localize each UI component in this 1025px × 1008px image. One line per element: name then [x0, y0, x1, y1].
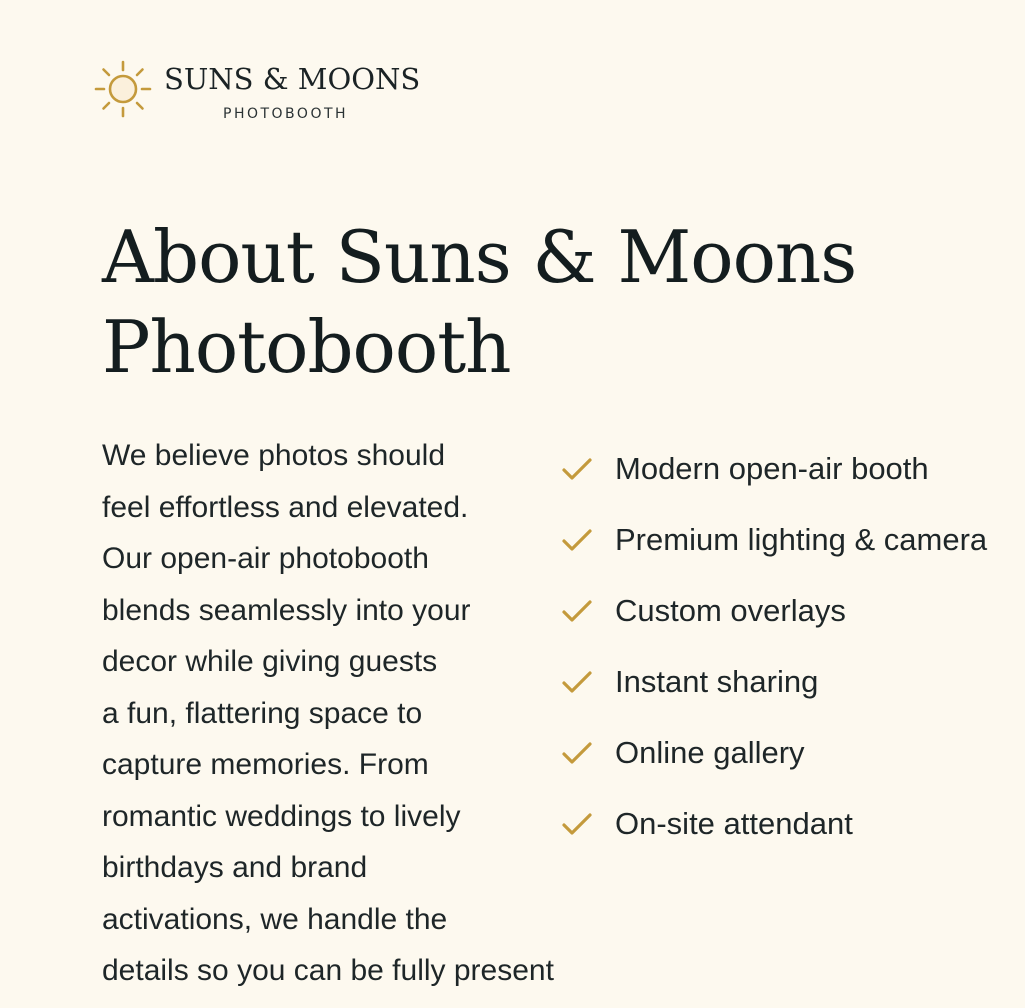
sun-icon: [92, 58, 154, 120]
about-line: capture memories. From: [102, 748, 429, 781]
about-line: decor while giving guests: [102, 645, 438, 678]
check-icon: [560, 659, 594, 705]
feature-label: Modern open-air booth: [615, 451, 929, 486]
about-line: feel effortless and elevated.: [102, 490, 469, 524]
about-line: romantic weddings to lively: [102, 799, 461, 833]
brand-tagline: PHOTOBOOTH: [223, 106, 349, 122]
check-icon: [560, 517, 594, 563]
feature-item-onsite-attendant: [560, 801, 1020, 872]
check-icon: [560, 730, 594, 776]
about-line: birthdays and brand: [102, 851, 368, 884]
feature-item-modern-booth: [560, 446, 1020, 517]
about-line: We believe photos should: [102, 439, 446, 472]
check-icon: [560, 588, 594, 634]
brand-logo[interactable]: [92, 56, 452, 126]
feature-label: On-site attendant: [615, 806, 853, 841]
feature-label: Custom overlays: [615, 593, 846, 628]
about-line: Our open-air photobooth: [102, 542, 429, 575]
about-line: activations, we handle the: [102, 902, 448, 936]
about-line: blends seamlessly into your: [102, 593, 471, 627]
feature-item-online-gallery: [560, 730, 1020, 801]
page-title: [102, 212, 856, 392]
feature-label: Instant sharing: [615, 664, 819, 699]
check-icon: [560, 801, 594, 847]
feature-item-lighting-camera: [560, 517, 1020, 588]
feature-item-instant-sharing: [560, 659, 1020, 730]
page-title-line-1: About Suns & Moons: [102, 215, 857, 299]
page-title-line-2: Photobooth: [102, 305, 511, 389]
about-line: a fun, flattering space to: [102, 696, 423, 730]
check-icon: [560, 446, 594, 492]
brand-name: SUNS & MOONS: [164, 62, 421, 96]
about-paragraph: [102, 430, 622, 997]
feature-item-custom-overlays: [560, 588, 1020, 659]
about-line: details so you can be fully present: [102, 954, 554, 987]
feature-label: Online gallery: [615, 735, 805, 770]
feature-label: Premium lighting & camera: [615, 522, 988, 557]
feature-list: [560, 446, 1020, 872]
